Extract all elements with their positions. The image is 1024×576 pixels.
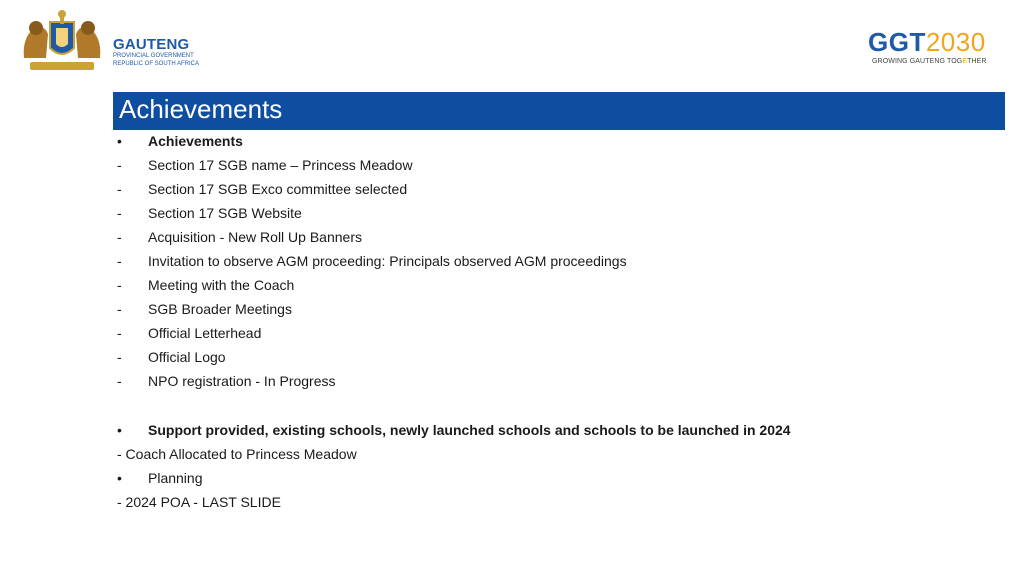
ggt-tagline-part1: GROWING GAUTENG TOG	[872, 58, 963, 65]
list-item-text: SGB Broader Meetings	[148, 301, 292, 317]
ggt-letters: GGT	[868, 27, 926, 57]
ggt-tagline	[872, 58, 987, 65]
bullet: •	[117, 133, 122, 149]
slide-title-bar	[113, 92, 1005, 130]
dash: -	[117, 277, 122, 293]
dash: -	[117, 253, 122, 269]
bullet: •	[117, 470, 122, 486]
list-item-text: Section 17 SGB Exco committee selected	[148, 181, 408, 197]
list-item-text: - 2024 POA - LAST SLIDE	[117, 494, 281, 510]
section-heading-text: Planning	[148, 470, 203, 486]
dash: -	[117, 349, 122, 365]
dash: -	[117, 373, 122, 389]
logo-subtitle-line2: REPUBLIC OF SOUTH AFRICA	[113, 61, 200, 67]
list-item-text: Official Logo	[148, 349, 226, 365]
list-item-text: - Coach Allocated to Princess Meadow	[117, 446, 357, 462]
list-item-text: Section 17 SGB Website	[148, 205, 302, 221]
ggt2030-logo	[868, 28, 1008, 72]
section-heading-text: Support provided, existing schools, newly launched schools and schools to be launched in 2024	[148, 422, 791, 438]
logo-province-name: GAUTENG	[113, 36, 190, 53]
dash: -	[117, 229, 122, 245]
list-item-text: Acquisition - New Roll Up Banners	[148, 229, 362, 245]
ggt-tagline-part2: THER	[967, 58, 987, 65]
ggt-wordmark	[868, 28, 986, 56]
ggt-tagline-highlight: E	[962, 58, 968, 65]
dash: -	[117, 205, 122, 221]
bullet: •	[117, 422, 122, 438]
dash: -	[117, 181, 122, 197]
coat-of-arms-icon	[16, 8, 108, 74]
list-item-text: NPO registration - In Progress	[148, 373, 336, 389]
list-item-text: Invitation to observe AGM proceeding: Principals observed AGM proceedings	[148, 253, 627, 269]
dash: -	[117, 157, 122, 173]
dash: -	[117, 325, 122, 341]
logo-subtitle-line1: PROVINCIAL GOVERNMENT	[113, 53, 194, 59]
gauteng-logo	[16, 8, 206, 74]
dash: -	[117, 301, 122, 317]
list-item-text: Section 17 SGB name – Princess Meadow	[148, 157, 413, 173]
list-item-text: Meeting with the Coach	[148, 277, 295, 293]
slide-title: Achievements	[119, 94, 283, 124]
section-heading-text: Achievements	[148, 133, 243, 149]
ggt-year: 2030	[925, 27, 986, 57]
list-item-text: Official Letterhead	[148, 325, 262, 341]
